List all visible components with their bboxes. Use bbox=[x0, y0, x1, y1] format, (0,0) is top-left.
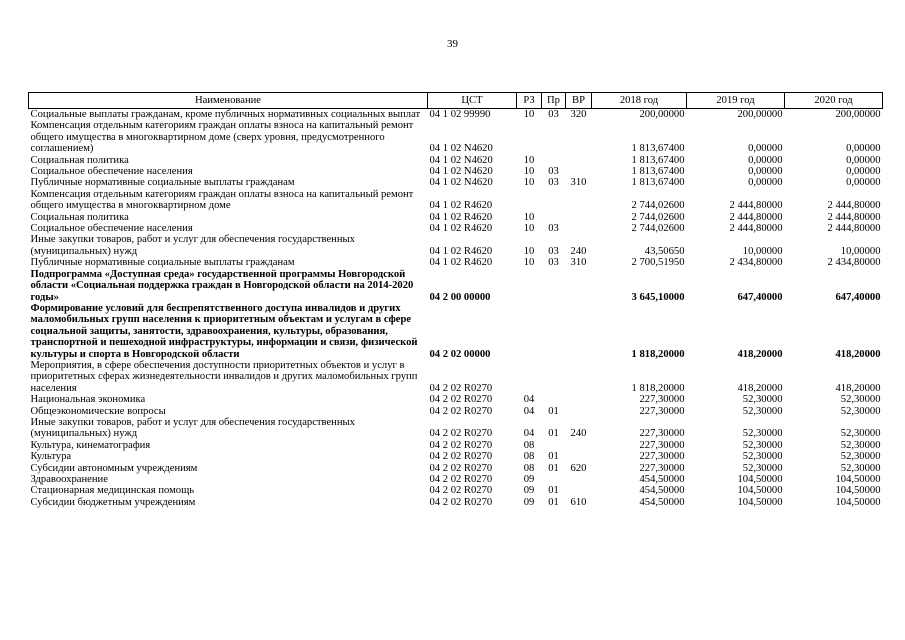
row-value-2019: 52,30000 bbox=[742, 439, 783, 451]
row-vr bbox=[566, 269, 592, 303]
table-row bbox=[29, 360, 883, 394]
table-row bbox=[29, 440, 883, 451]
row-rz bbox=[517, 303, 542, 360]
row-cst: 04 2 02 R0270 bbox=[429, 428, 493, 440]
row-value-2020: 52,30000 bbox=[840, 462, 881, 474]
row-cst: 04 1 02 99990 bbox=[429, 109, 491, 120]
col-header-2019: 2019 год bbox=[687, 93, 785, 109]
row-cst: 04 2 02 R0270 bbox=[429, 474, 493, 485]
row-value-2019: 418,20000 bbox=[737, 382, 783, 394]
row-pr bbox=[542, 474, 566, 485]
row-rz: 04 bbox=[523, 428, 535, 440]
row-cst: 04 2 02 R0270 bbox=[429, 462, 493, 474]
row-pr: 03 bbox=[548, 109, 559, 120]
row-cst: 04 2 02 R0270 bbox=[429, 405, 493, 417]
col-header-pr: Пр bbox=[542, 93, 566, 109]
row-name: Публичные нормативные социальные выплаты гражданам bbox=[30, 177, 295, 189]
row-value-2020: 52,30000 bbox=[840, 394, 881, 406]
row-value-2019: 2 444,80000 bbox=[729, 223, 783, 235]
col-header-name: Наименование bbox=[29, 93, 428, 109]
table-row bbox=[29, 394, 883, 405]
row-value-2019: 52,30000 bbox=[742, 405, 783, 417]
row-pr: 01 bbox=[548, 451, 559, 463]
row-cst: 04 2 02 R0270 bbox=[429, 394, 493, 406]
row-cst: 04 1 02 N4620 bbox=[429, 177, 493, 189]
row-name: Публичные нормативные социальные выплаты гражданам bbox=[30, 257, 295, 269]
row-value-2020: 0,00000 bbox=[846, 177, 881, 189]
row-rz: 08 bbox=[523, 439, 535, 451]
row-pr bbox=[542, 303, 566, 360]
row-pr bbox=[542, 440, 566, 451]
row-value-2018: 454,50000 bbox=[639, 474, 685, 485]
row-value-2019: 647,40000 bbox=[737, 291, 783, 303]
row-value-2018: 1 818,20000 bbox=[631, 382, 685, 394]
row-pr: 01 bbox=[548, 496, 559, 508]
row-pr bbox=[542, 394, 566, 405]
row-cst: 04 2 02 R0270 bbox=[429, 439, 493, 451]
row-value-2019: 52,30000 bbox=[742, 428, 783, 440]
row-value-2020: 2 444,80000 bbox=[827, 223, 881, 235]
row-value-2019: 200,00000 bbox=[737, 109, 783, 120]
row-value-2018: 3 645,10000 bbox=[631, 291, 685, 303]
row-value-2019: 104,50000 bbox=[737, 496, 783, 508]
row-value-2019: 2 444,80000 bbox=[729, 211, 783, 223]
row-vr bbox=[566, 360, 592, 394]
row-value-2020: 200,00000 bbox=[835, 109, 881, 120]
row-rz: 10 bbox=[523, 245, 535, 257]
row-rz bbox=[517, 189, 542, 212]
row-name: Субсидии бюджетным учреждениям bbox=[30, 496, 196, 508]
row-rz: 04 bbox=[523, 394, 535, 406]
row-value-2018: 1 813,67400 bbox=[631, 154, 685, 166]
col-header-2020: 2020 год bbox=[785, 93, 883, 109]
row-rz: 04 bbox=[523, 405, 535, 417]
row-vr bbox=[566, 155, 592, 166]
row-value-2020: 2 434,80000 bbox=[827, 257, 881, 269]
row-value-2019: 418,20000 bbox=[737, 348, 783, 360]
row-name: Национальная экономика bbox=[30, 394, 146, 406]
row-pr: 01 bbox=[548, 485, 559, 497]
row-value-2018: 454,50000 bbox=[639, 496, 685, 508]
row-value-2019: 2 434,80000 bbox=[729, 257, 783, 269]
row-vr bbox=[566, 440, 592, 451]
table-row bbox=[29, 120, 883, 154]
row-name: Иные закупки товаров, работ и услуг для обеспечения государственных (муниципальных) нужд bbox=[30, 234, 355, 257]
row-vr: 320 bbox=[570, 109, 587, 120]
row-name: Субсидии автономным учреждениям bbox=[30, 462, 198, 474]
table-row bbox=[29, 451, 883, 462]
row-name: Мероприятия, в сфере обеспечения доступности приоритетных объектов и услуг в приоритетных сферах жизнедеятельности инвалидов и других маломобильных групп населения bbox=[30, 359, 418, 394]
row-cst: 04 2 02 00000 bbox=[429, 348, 491, 360]
table-row bbox=[29, 234, 883, 257]
row-value-2019: 0,00000 bbox=[748, 154, 783, 166]
row-rz: 10 bbox=[523, 166, 535, 178]
col-header-vr: ВР bbox=[566, 93, 592, 109]
row-value-2020: 2 444,80000 bbox=[827, 211, 881, 223]
row-pr bbox=[542, 120, 566, 154]
row-value-2019: 104,50000 bbox=[737, 474, 783, 485]
row-vr bbox=[566, 406, 592, 417]
row-name: Стационарная медицинская помощь bbox=[30, 485, 195, 497]
table-row bbox=[29, 212, 883, 223]
row-value-2020: 104,50000 bbox=[835, 496, 881, 508]
row-value-2019: 52,30000 bbox=[742, 451, 783, 463]
row-value-2018: 200,00000 bbox=[639, 109, 685, 120]
page-number: 39 bbox=[447, 38, 458, 50]
row-value-2020: 418,20000 bbox=[835, 382, 881, 394]
row-rz bbox=[517, 120, 542, 154]
row-value-2018: 43,50650 bbox=[644, 245, 685, 257]
table-row bbox=[29, 177, 883, 188]
row-pr bbox=[542, 269, 566, 303]
row-name: Социальная политика bbox=[30, 211, 129, 223]
table-row bbox=[29, 166, 883, 177]
row-vr bbox=[566, 485, 592, 496]
row-cst: 04 2 02 R0270 bbox=[429, 382, 493, 394]
row-name: Общеэкономические вопросы bbox=[30, 405, 166, 417]
table-body bbox=[29, 109, 883, 509]
row-vr bbox=[566, 223, 592, 234]
col-header-rz: РЗ bbox=[517, 93, 542, 109]
row-value-2019: 104,50000 bbox=[737, 485, 783, 497]
row-name: Культура bbox=[30, 451, 72, 463]
row-value-2020: 0,00000 bbox=[846, 143, 881, 155]
row-value-2018: 2 744,02600 bbox=[631, 211, 685, 223]
row-rz: 09 bbox=[523, 496, 535, 508]
row-vr bbox=[566, 451, 592, 462]
row-value-2020: 0,00000 bbox=[846, 166, 881, 178]
row-value-2018: 227,30000 bbox=[639, 405, 685, 417]
row-value-2018: 227,30000 bbox=[639, 428, 685, 440]
table-row bbox=[29, 303, 883, 360]
table-row bbox=[29, 155, 883, 166]
row-vr bbox=[566, 189, 592, 212]
row-name: Подпрограмма «Доступная среда» государственной программы Новгородской области «Социальная поддержка граждан в Новгородской области на 2014-2020 годы» bbox=[30, 268, 414, 303]
row-rz bbox=[517, 360, 542, 394]
row-cst: 04 1 02 N4620 bbox=[429, 166, 493, 178]
row-value-2018: 2 744,02600 bbox=[631, 200, 685, 212]
row-value-2019: 52,30000 bbox=[742, 394, 783, 406]
row-value-2019: 0,00000 bbox=[748, 166, 783, 178]
row-rz: 08 bbox=[523, 462, 535, 474]
row-name: Социальные выплаты гражданам, кроме публичных нормативных социальных выплат bbox=[30, 109, 421, 120]
row-pr bbox=[542, 189, 566, 212]
row-vr bbox=[566, 303, 592, 360]
row-vr bbox=[566, 166, 592, 177]
row-value-2020: 52,30000 bbox=[840, 451, 881, 463]
row-value-2018: 2 744,02600 bbox=[631, 223, 685, 235]
row-vr bbox=[566, 474, 592, 485]
row-value-2018: 227,30000 bbox=[639, 439, 685, 451]
table-row bbox=[29, 474, 883, 485]
table-row bbox=[29, 417, 883, 440]
row-value-2020: 418,20000 bbox=[835, 348, 881, 360]
row-cst: 04 1 02 R4620 bbox=[429, 211, 493, 223]
table-row bbox=[29, 269, 883, 303]
row-vr: 240 bbox=[570, 245, 587, 257]
col-header-2018: 2018 год bbox=[592, 93, 687, 109]
row-value-2018: 454,50000 bbox=[639, 485, 685, 497]
row-rz: 08 bbox=[523, 451, 535, 463]
row-value-2020: 647,40000 bbox=[835, 291, 881, 303]
col-header-cst: ЦСТ bbox=[428, 93, 517, 109]
row-cst: 04 1 02 R4620 bbox=[429, 223, 493, 235]
row-name: Компенсация отдельным категориям граждан оплаты взноса на капитальный ремонт общего имущества в многоквартирном доме (сверх уровня, предусмотренного соглашением) bbox=[30, 120, 414, 155]
row-value-2018: 2 700,51950 bbox=[631, 257, 685, 269]
table-row bbox=[29, 223, 883, 234]
row-vr: 310 bbox=[570, 177, 587, 189]
row-rz: 10 bbox=[523, 154, 535, 166]
table-row bbox=[29, 257, 883, 268]
row-value-2018: 227,30000 bbox=[639, 451, 685, 463]
row-value-2018: 1 813,67400 bbox=[631, 177, 685, 189]
row-vr: 620 bbox=[570, 462, 587, 474]
row-rz: 09 bbox=[523, 485, 535, 497]
row-pr: 03 bbox=[548, 257, 559, 269]
row-pr: 03 bbox=[548, 245, 559, 257]
table-row bbox=[29, 497, 883, 508]
row-name: Социальное обеспечение населения bbox=[30, 166, 193, 178]
row-cst: 04 1 02 N4620 bbox=[429, 154, 493, 166]
row-pr: 01 bbox=[548, 462, 559, 474]
table-row bbox=[29, 189, 883, 212]
row-value-2020: 104,50000 bbox=[835, 474, 881, 485]
row-name: Социальная политика bbox=[30, 154, 129, 166]
row-rz: 10 bbox=[523, 177, 535, 189]
row-cst: 04 1 02 R4620 bbox=[429, 245, 493, 257]
row-rz: 10 bbox=[523, 109, 535, 120]
row-value-2019: 0,00000 bbox=[748, 143, 783, 155]
row-value-2019: 2 444,80000 bbox=[729, 200, 783, 212]
row-value-2019: 52,30000 bbox=[742, 462, 783, 474]
row-value-2020: 52,30000 bbox=[840, 428, 881, 440]
row-pr bbox=[542, 360, 566, 394]
row-value-2018: 227,30000 bbox=[639, 462, 685, 474]
row-name: Формирование условий для беспрепятственного доступа инвалидов и других маломобильных групп населения к приоритетным объектам и услугам в сфере социальной защиты, занятости, здравоохранения, культуры, образования, транспортной и пешеходной инфраструктуры, информации и связи, физической культуры и спорта в Новгородской области bbox=[30, 302, 418, 360]
table-row bbox=[29, 485, 883, 496]
row-pr: 03 bbox=[548, 223, 559, 235]
row-name: Культура, кинематография bbox=[30, 439, 151, 451]
row-rz: 09 bbox=[523, 474, 535, 485]
row-vr bbox=[566, 212, 592, 223]
row-value-2020: 104,50000 bbox=[835, 485, 881, 497]
row-cst: 04 2 02 R0270 bbox=[429, 485, 493, 497]
row-vr: 240 bbox=[570, 428, 587, 440]
row-value-2019: 0,00000 bbox=[748, 177, 783, 189]
row-value-2018: 1 813,67400 bbox=[631, 143, 685, 155]
row-value-2020: 0,00000 bbox=[846, 154, 881, 166]
row-value-2020: 2 444,80000 bbox=[827, 200, 881, 212]
row-vr: 310 bbox=[570, 257, 587, 269]
row-rz: 10 bbox=[523, 223, 535, 235]
row-pr: 03 bbox=[548, 177, 559, 189]
row-value-2020: 10,00000 bbox=[840, 245, 881, 257]
row-pr: 01 bbox=[548, 405, 559, 417]
row-name: Социальное обеспечение населения bbox=[30, 223, 193, 235]
row-pr: 01 bbox=[548, 428, 559, 440]
row-cst: 04 1 02 R4620 bbox=[429, 200, 493, 212]
row-value-2018: 1 818,20000 bbox=[631, 348, 685, 360]
row-pr bbox=[542, 155, 566, 166]
row-cst: 04 1 02 N4620 bbox=[429, 143, 493, 155]
row-name: Иные закупки товаров, работ и услуг для обеспечения государственных (муниципальных) нужд bbox=[30, 416, 355, 440]
table-header-row bbox=[29, 93, 883, 109]
row-value-2020: 52,30000 bbox=[840, 405, 881, 417]
row-cst: 04 2 02 R0270 bbox=[429, 496, 493, 508]
table-row bbox=[29, 109, 883, 121]
table-row bbox=[29, 463, 883, 474]
row-rz bbox=[517, 269, 542, 303]
row-value-2018: 1 813,67400 bbox=[631, 166, 685, 178]
budget-table bbox=[28, 92, 883, 508]
row-vr: 610 bbox=[570, 496, 587, 508]
row-pr: 03 bbox=[548, 166, 559, 178]
table-row bbox=[29, 406, 883, 417]
row-pr bbox=[542, 212, 566, 223]
row-name: Здравоохранение bbox=[30, 474, 108, 485]
row-value-2018: 227,30000 bbox=[639, 394, 685, 406]
row-name: Компенсация отдельным категориям граждан оплаты взноса на капитальный ремонт общего имущества в многоквартирном доме bbox=[30, 188, 414, 212]
row-vr bbox=[566, 394, 592, 405]
row-rz: 10 bbox=[523, 257, 535, 269]
row-value-2019: 10,00000 bbox=[742, 245, 783, 257]
row-cst: 04 2 00 00000 bbox=[429, 291, 491, 303]
row-cst: 04 1 02 R4620 bbox=[429, 257, 493, 269]
row-cst: 04 2 02 R0270 bbox=[429, 451, 493, 463]
row-rz: 10 bbox=[523, 211, 535, 223]
row-vr bbox=[566, 120, 592, 154]
row-value-2020: 52,30000 bbox=[840, 439, 881, 451]
